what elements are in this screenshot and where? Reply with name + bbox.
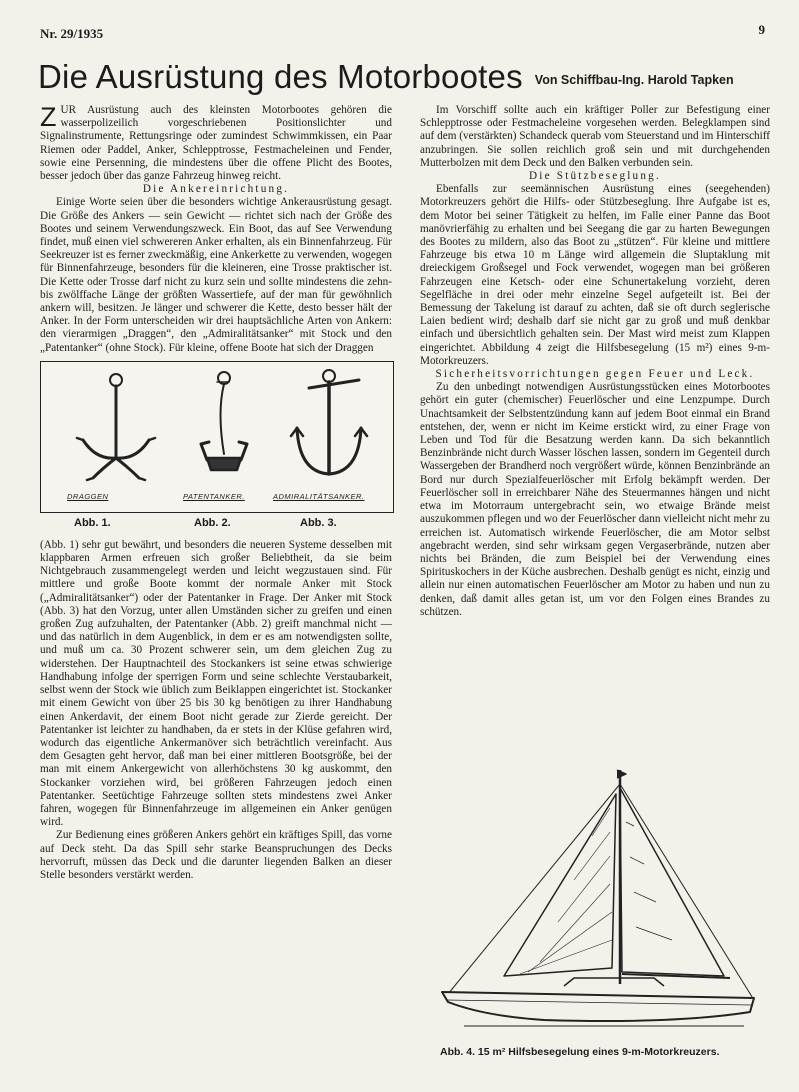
left-column xyxy=(40,104,392,882)
caption-abb3: Abb. 3. xyxy=(300,516,337,529)
page-number: 9 xyxy=(758,22,765,37)
issue-number: Nr. 29/1935 xyxy=(40,26,104,41)
paragraph-sicherheit: Zu den unbedingt notwendigen Ausrüstungsstücken eines Motorbootes gehört ein guter (chemischer) Feuerlöscher und eine Lenzpumpe. Durch Unachtsamkeit der Selbstentzündung kann auf jedem Boot einmal ein Brand entstehen, der, wenn er nicht im Keime erstickt wird, zu einer Frage von Leben und Tod für die Besatzung werden kann. Da sich bekanntlich Benzinbrände nicht durch Wasser löschen lassen, sondern im Gegenteil durch Wassergeben der Brandherd noch vergrößert würde, können Benzinbrände an Bord nur durch Spezialfeuerlöscher mit Erfolg bekämpft werden. Der Feuerlöscher soll in erreichbarer Nähe des Steuermannes hängen und nicht etwa im Motorraum untergebracht sein, wo etwaige Brände meist auszukommen pflegen und wo der Feuerlöscher dann vielleicht nicht mehr zu erreichen ist. Automatisch wirkende Feuerlöscher, die am Motor selbst angebracht werden, sind sehr wirksam gegen Vergaserbrände, nutzen aber nichts bei Bränden, die zum Beispiel bei der Verwendung eines Spirituskochers in der Küche ausbrechen. Deshalb genügt es nicht, einzig und allein nur einen automatischen Feuerlöscher am Motor zu haben und nun zu denken, daß damit alles getan ist, um vor den Folgen eines Brandes zu schützen. xyxy=(420,381,770,618)
section-heading-sicherheit: Sicherheitsvorrichtungen gegen Feuer und Leck. xyxy=(435,368,755,381)
paragraph-beseglung: Ebenfalls zur seemännischen Ausrüstung eines (seegehenden) Motorkreuzers gehört die Hilfs- oder Stützbeseglung. Ihre Aufgabe ist es, dem Motor bei seiner Tätigkeit zu helfen, im Falle einer Panne das Boot manövrierfähig zu erhalten und bei Seegang die gar zu harten Bewegungen des Bootes zu mildern, also das Boot zu „stützen“. Für kleine und mittlere Fahrzeuge bis etwa 10 m Länge wird allgemein die Sluptaklung mit dreieckigem Großsegel und Fock verwendet, wogegen man bei größeren Fahrzeugen eine Ketsch- oder eine Schunertakelung vorzieht, deren Segelfläche in drei oder mehr einzelne Segel aufgeteilt ist. Bei der Bemessung der Takelung ist darauf zu achten, daß sie oft durch seglerische Laien bedient wird; deshalb darf sie nicht gar zu groß und muß denkbar einfach und übersichtlich gehalten sein. Der Mast wird meist zum Klappen eingerichtet. Abbildung 4 zeigt die Hilfsbesegelung (15 m²) eines 9-m-Motorkreuzers. xyxy=(420,183,770,367)
draggen-anchor-drawing xyxy=(77,374,155,480)
label-draggen: DRAGGEN xyxy=(67,491,109,501)
paragraph-anker-2: (Abb. 1) sehr gut bewährt, und besonders die neueren Systeme desselben mit klappbaren Armen erfreuen sich großer Beliebtheit, da sie beim Nichtgebrauch zusammengelegt werden und leicht wegzustauen sind. Für mittlere und große Boote kommt der normale Anker mit Stock („Admiralitätsanker“) oder der Patentanker in Frage. Der Anker mit Stock (Abb. 3) hat den Vorzug, unter allen Umständen sicher zu greifen und einen großen Zug aufzuhalten, der Patentanker (Abb. 2) greift manchmal nicht — und das natürlich in dem Augenblick, in dem er es am notwendigsten sollte, und muß um ca. 30 Prozent schwerer sein, um dem gleichen Zug zu widerstehen. Der Hauptnachteil des Stockankers ist seine etwas schwierige Handhabung infolge der sperrigen Form und seine schlechte Verstaubarkeit, selbst wenn der Stock wie üblich zum Beiklappen eingerichtet ist. Stockanker mit einem Gewicht von über 25 bis 30 kg benötigen zu ihrer Handhabung einen Ankerdavit, der einem Boot nicht gerade zur Zierde gereicht. Der Patentanker ist leichter zu handhaben, da er stets in der Klüse gefahren wird, wodurch das eigentliche Ankermanöver sich beträchtlich vereinfacht. Aus dem Gesagten geht hervor, daß man bei einer mittleren Bootsgröße, bei der man mit einem Ankergewicht von allerhöchstens 30 kg auskommt, den Stockanker vorziehen wird, bei größeren Fahrzeugen jedoch einen Patentanker. Seetüchtige Fahrzeuge sollten stets mindestens zwei Anker fahren, wogegen für Binnenfahrzeuge im allgemeinen ein Anker genügen wird. xyxy=(40,538,392,829)
anchor-figure-captions xyxy=(40,515,392,531)
admiralty-anchor-drawing xyxy=(291,370,367,474)
intro-paragraph xyxy=(40,104,392,183)
patent-anchor-drawing xyxy=(201,372,247,470)
anchor-figure xyxy=(40,361,394,513)
title-row xyxy=(38,58,768,98)
label-patentanker: PATENTANKER. xyxy=(183,491,245,501)
section-heading-anker: Die Ankereinrichtung. xyxy=(142,183,290,196)
paragraph-poller: Im Vorschiff sollte auch ein kräftiger Poller zur Befestigung einer Schlepptrosse oder Festmacheleine vorgesehen werden. Belegklampen sind auf dem (verstärkten) Schandeck querab vom Steuerstand und im Hinterschiff anzubringen. Sie sollen reichlich groß sein und mit durchgehenden Mutterbolzen mit dem Deck und den Balken verbunden sein. xyxy=(420,104,770,169)
section-heading-beseglung: Die Stützbeseglung. xyxy=(529,170,661,183)
paragraph-anker-3: Zur Bedienung eines größeren Ankers gehört ein kräftiges Spill, das vorne auf Deck steht. Da das Spill sehr starke Beanspruchungen des Decks hervorruft, müssen das Deck und die darunter liegenden Balken an dieser Stelle besonders verstärkt werden. xyxy=(40,829,392,881)
caption-abb2: Abb. 2. xyxy=(194,516,231,529)
right-column xyxy=(420,104,770,619)
article-title: Die Ausrüstung des Motorbootes xyxy=(38,58,523,95)
label-admiralitaetsanker: ADMIRALITÄTSANKER. xyxy=(273,491,365,501)
caption-abb1: Abb. 1. xyxy=(74,516,111,529)
intro-text: UR Ausrüstung auch des kleinsten Motorbootes gehören die wasserpolizeilich vorgeschriebenen Positionslichter und Signalinstrumente, Rettungsringe oder zumindest Schwimmkissen, ein Paar Riemen oder Paddel, Anker, Schlepptrosse, Festmacheleinen und Fender, sowie eine Persenning, die mindestens über die offene Plicht des Bootes, besser jedoch über das ganze Fahrzeug hinweg reicht. xyxy=(40,104,392,183)
paragraph-anker-1: Einige Worte seien über die besonders wichtige Ankerausrüstung gesagt. Die Größe des Ankers — sein Gewicht — richtet sich nach der Größe des Bootes und seinem Verwendungszweck. Ein Boot, das auf See Verwendung findet, muß einen viel schwereren Anker erhalten, als ein Binnenfahrzeug. Für Seekreuzer ist es ferner zweckmäßig, eine Ankerkette zu verwenden, wogegen für Binnenfahrzeuge, besonders für die kleineren, eine Trosse praktischer ist. Die Kette oder Trosse darf nicht zu kurz sein und sollte mindestens die zehn- bis zwölffache Länge der größten Wassertiefe, auf der man für gewöhnlich ankern will, besitzen. Je länger und schwerer die Kette, desto besser hält der Anker. In der Form unterscheiden wir drei hauptsächliche Arten von Ankern: den vierarmigen „Draggen“, den „Admiralitätsanker“ mit Stock und den „Patentanker“ (ohne Stock). Für kleine, offene Boote hat sich der Draggen xyxy=(40,196,392,354)
caption-abb4: Abb. 4. 15 m² Hilfsbesegelung eines 9-m-Motorkreuzers. xyxy=(440,1046,720,1058)
article-byline: Von Schiffbau-Ing. Harold Tapken xyxy=(534,73,734,87)
sail-plan-figure xyxy=(424,762,768,1044)
drop-cap: Z xyxy=(40,102,57,132)
